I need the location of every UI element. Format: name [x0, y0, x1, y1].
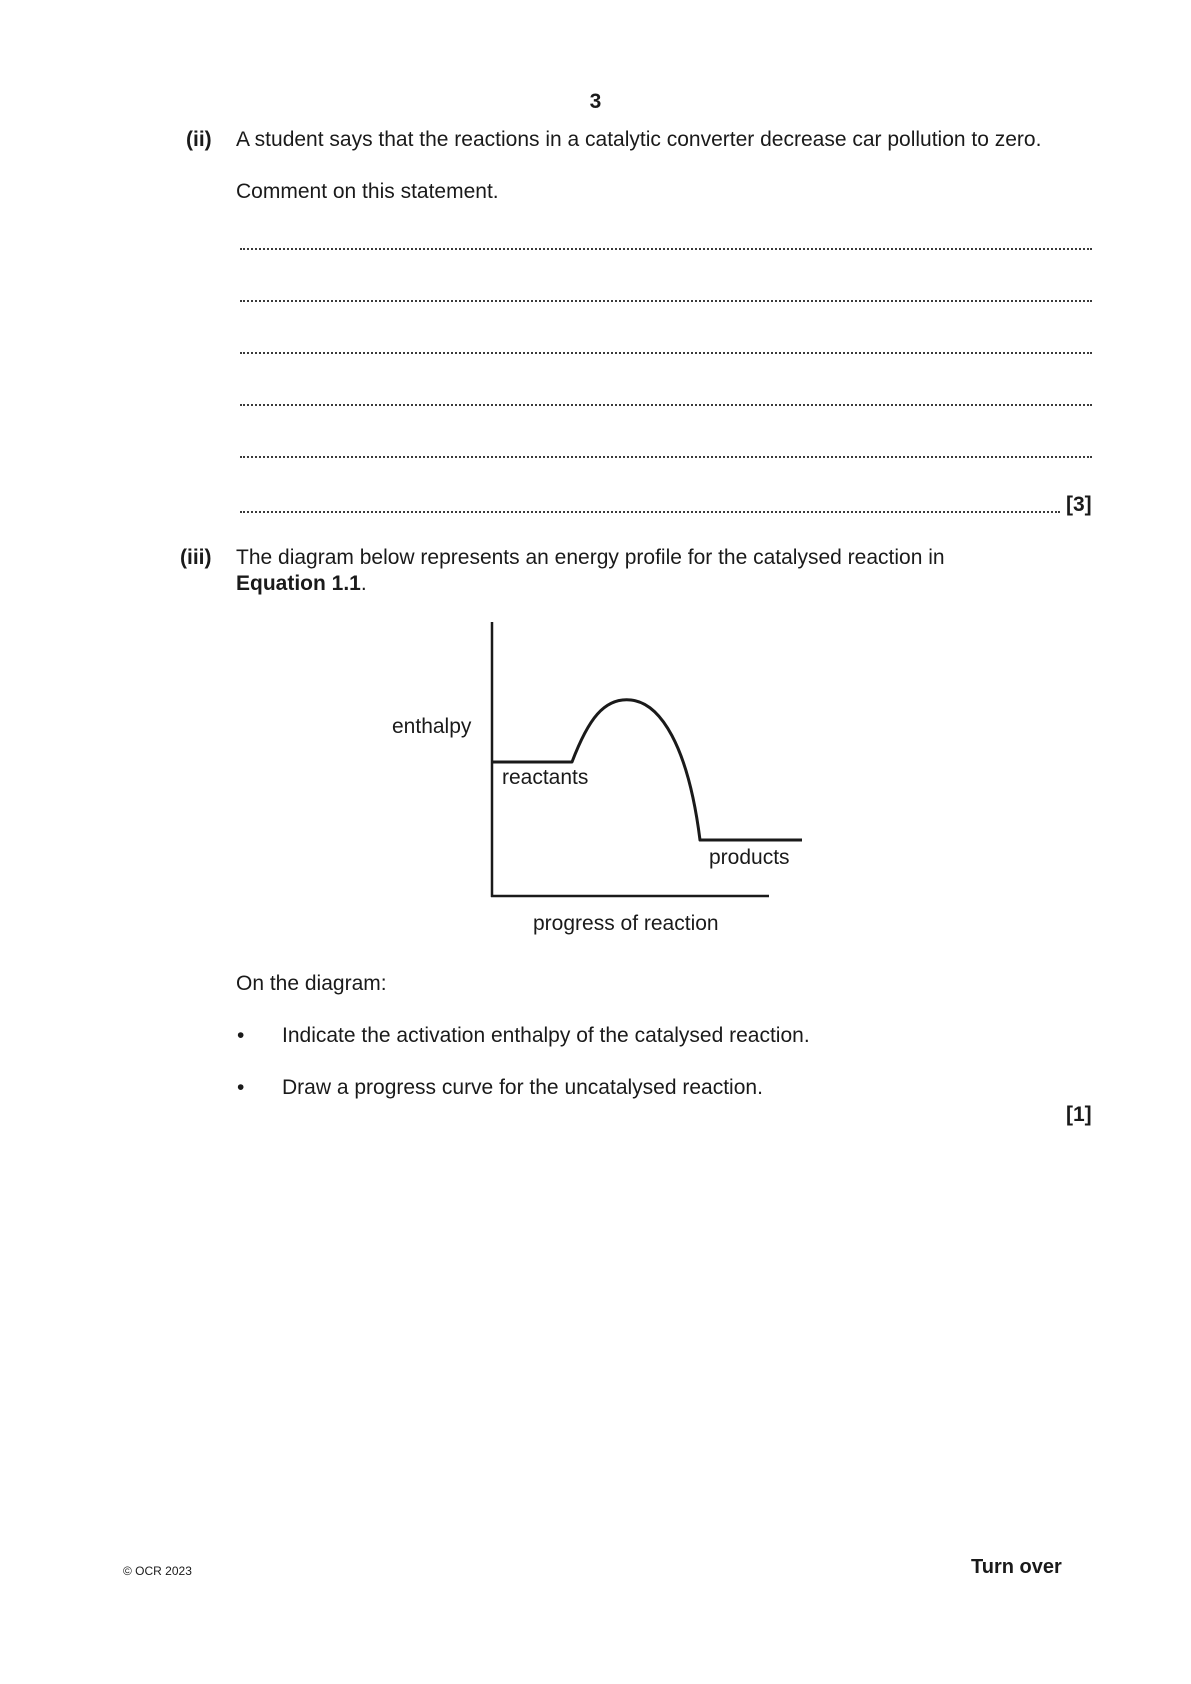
- on-diagram-text: On the diagram:: [236, 972, 387, 995]
- products-label: products: [709, 846, 790, 869]
- question-ii-marks: [3]: [1066, 493, 1092, 516]
- question-iii-intro: The diagram below represents an energy profile for the catalysed reaction in: [236, 546, 945, 569]
- progress-axis-label: progress of reaction: [533, 912, 719, 935]
- question-ii-instruction: Comment on this statement.: [236, 180, 499, 203]
- page-number: 3: [589, 90, 602, 113]
- question-ii-number: (ii): [186, 128, 212, 151]
- instruction-bullet: Indicate the activation enthalpy of the catalysed reaction.: [282, 1024, 810, 1047]
- copyright-notice: © OCR 2023: [123, 1564, 192, 1578]
- bullet-icon: •: [237, 1024, 245, 1047]
- reactants-label: reactants: [502, 766, 589, 789]
- equation-punctuation: .: [360, 572, 367, 595]
- equation-reference: Equation 1.1: [236, 572, 361, 595]
- question-ii-statement: A student says that the reactions in a catalytic converter decrease car pollution to zero.: [236, 128, 1042, 151]
- enthalpy-axis-label: enthalpy: [392, 715, 472, 738]
- instruction-bullet: Draw a progress curve for the uncatalysed reaction.: [282, 1076, 763, 1099]
- bullet-icon: •: [237, 1076, 245, 1099]
- question-iii-number: (iii): [180, 546, 212, 569]
- turn-over-label: Turn over: [971, 1556, 1062, 1578]
- question-iii-marks: [1]: [1066, 1103, 1092, 1126]
